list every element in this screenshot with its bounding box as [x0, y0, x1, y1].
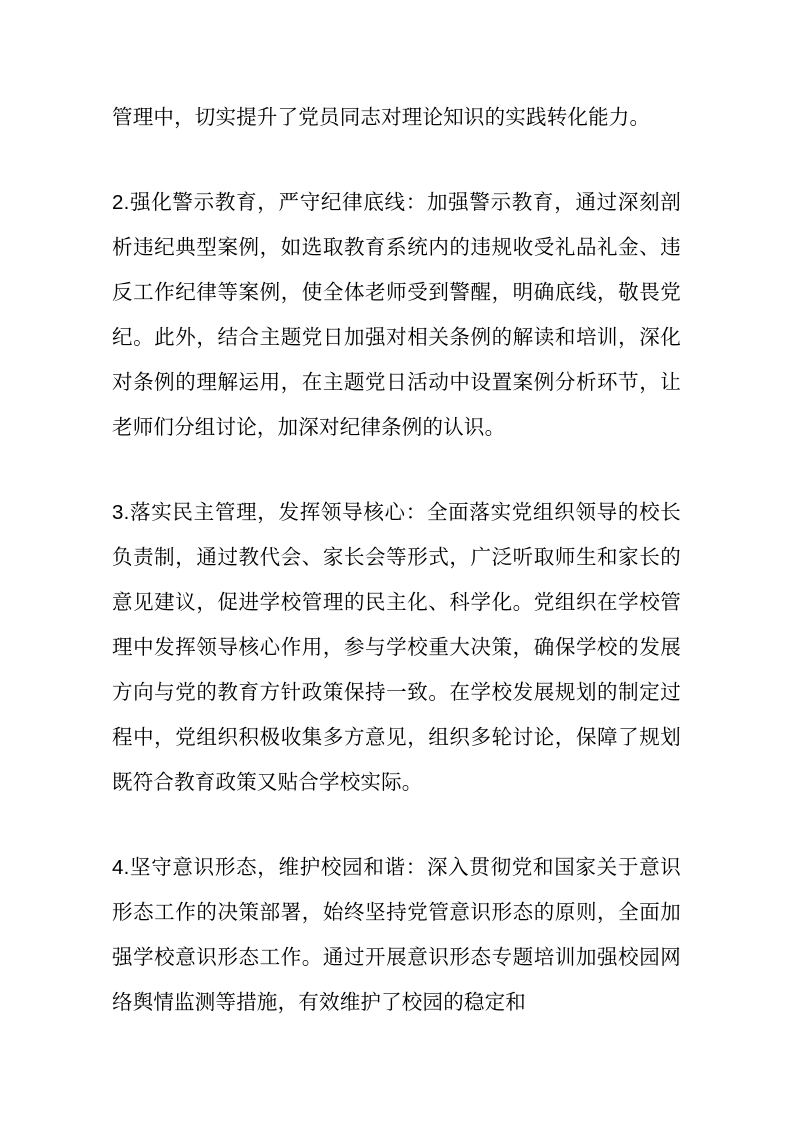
- paragraph-item-2: 2.强化警示教育，严守纪律底线：加强警示教育，通过深刻剖析违纪典型案例，如选取教育系统内的违规收受礼品礼金、违反工作纪律等案例，使全体老师受到警醒，明确底线，敬畏党纪。此外，结合主题党日加强对相关条例的解读和培训，深化对条例的理解运用，在主题党日活动中设置案例分析环节，让老师们分组讨论，加深对纪律条例的认识。: [112, 191, 681, 439]
- paragraph-item-4: 4.坚守意识形态，维护校园和谐：深入贯彻党和国家关于意识形态工作的决策部署，始终坚持党管意识形态的原则，全面加强学校意识形态工作。通过开展意识形态专题培训加强校园网络舆情监测等措施，有效维护了校园的稳定和: [112, 856, 681, 1014]
- document-body: [112, 95, 681, 1025]
- paragraph-item-3: 3.落实民主管理，发挥领导核心：全面落实党组织领导的校长负责制，通过教代会、家长会等形式，广泛听取师生和家长的意见建议，促进学校管理的民主化、科学化。党组织在学校管理中发挥领导核心作用，参与学校重大决策，确保学校的发展方向与党的教育方针政策保持一致。在学校发展规划的制定过程中，党组织积极收集多方意见，组织多轮讨论，保障了规划既符合教育政策又贴合学校实际。: [112, 501, 681, 794]
- paragraph-continued: 管理中，切实提升了党员同志对理论知识的实践转化能力。: [112, 106, 651, 129]
